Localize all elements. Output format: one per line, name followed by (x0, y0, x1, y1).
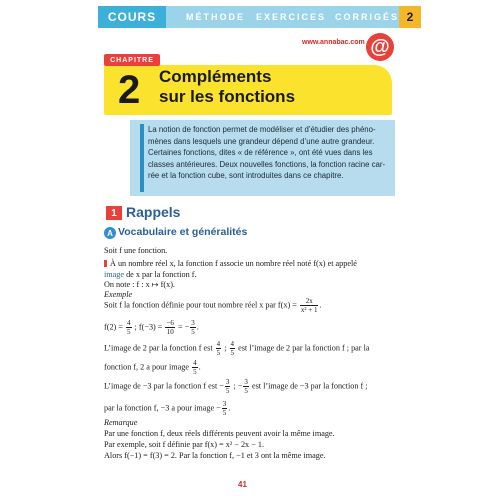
text: = − (175, 322, 190, 332)
section-number-badge: 1 (106, 206, 122, 220)
example-line (104, 319, 199, 336)
top-nav-bar (0, 0, 496, 30)
text: de x par la fonction f. (124, 270, 197, 279)
fraction (300, 297, 322, 314)
denominator: 10 (166, 328, 174, 336)
keyword-image: image (104, 270, 125, 279)
text: . (319, 300, 322, 310)
numerator: 4 (216, 340, 221, 348)
denominator: 5 (216, 349, 221, 357)
example-line (104, 359, 201, 376)
numerator: −6 (166, 319, 174, 327)
intro-line: Certaines fonctions, dites « de référence », ont été vues dans les (148, 148, 373, 158)
denominator: 5 (127, 328, 131, 336)
example-line (104, 400, 230, 417)
numerator: 4 (193, 359, 197, 367)
text: ; f(−3) = (132, 322, 165, 332)
text: . (198, 362, 201, 372)
fraction (190, 319, 196, 336)
text: . (196, 322, 199, 332)
fraction (126, 319, 132, 336)
text: Soit f la fonction définie pour tout nombre réel x par f(x) = (104, 300, 299, 310)
tab-methode[interactable]: MÉTHODE (186, 12, 245, 22)
denominator: x² + 1 (300, 306, 318, 314)
text: f(2) = (104, 322, 125, 332)
intro-text (148, 124, 388, 182)
text: est l’image de −3 par la fonction f ; (249, 381, 368, 391)
fraction (165, 319, 174, 336)
body-line: Soit f une fonction. (104, 246, 168, 255)
remark-label: Remarque (104, 418, 138, 427)
website-link[interactable]: www.annabac.com (302, 39, 365, 46)
page-number: 41 (238, 480, 247, 489)
remark-line: Par exemple, soit f définie par f(x) = x² − 2x − 1. (104, 440, 265, 449)
tab-exercices[interactable]: EXERCICES (256, 12, 327, 22)
example-line (104, 297, 322, 314)
text: est l’image de 2 par la fonction f ; par la (236, 343, 370, 353)
example-label: Exemple (104, 290, 133, 299)
subsection-letter-badge: A (104, 227, 116, 239)
fraction (230, 340, 236, 357)
chapter-title-line2: sur les fonctions (159, 87, 296, 106)
intro-line: La notion de fonction permet de modéliser et d’étudier des phéno- (148, 125, 376, 134)
fraction (216, 340, 222, 357)
denominator: 5 (222, 409, 227, 417)
text: L’image de −3 par la fonction f est − (104, 381, 224, 391)
numerator: 4 (127, 319, 131, 327)
intro-line: classes antérieures. Deux nouvelles fonctions, la fonction racine car- (148, 159, 386, 169)
denominator: 5 (230, 349, 235, 357)
intro-accent-bar (140, 124, 144, 192)
remark-line: Alors f(−1) = f(3) = 2. Par la fonction f, −1 et 3 ont la même image. (104, 451, 326, 460)
numerator: 3 (244, 378, 248, 386)
at-icon[interactable]: @ (366, 33, 394, 61)
definition-line (104, 270, 197, 280)
text: À un nombre réel x, la fonction f associe un nombre réel noté f(x) et appelé (110, 259, 357, 268)
text: ; − (231, 381, 243, 391)
text: L’image de 2 par la fonction f est (104, 343, 215, 353)
numerator: 2x (300, 297, 319, 306)
denominator: 5 (225, 387, 230, 395)
denominator: 5 (244, 387, 248, 395)
text: fonction f, 2 a pour image (104, 362, 192, 372)
notation-line: On note : f : x ↦ f(x). (104, 280, 175, 289)
text: . (228, 403, 231, 413)
definition-line (104, 259, 357, 269)
section-title: Rappels (126, 204, 181, 220)
numerator: 3 (191, 319, 195, 327)
chapter-number: 2 (118, 68, 141, 112)
remark-line: Par une fonction f, deux réels différents peuvent avoir la même image. (104, 429, 335, 438)
tab-corriges[interactable]: CORRIGÉS (335, 12, 400, 22)
chapter-badge: 2 (399, 6, 421, 28)
fraction (222, 400, 231, 417)
text: par la fonction f, −3 a pour image − (104, 403, 221, 413)
subsection-title: Vocabulaire et généralités (118, 226, 248, 238)
example-line (104, 340, 369, 357)
chapter-title (159, 67, 295, 107)
text: ; (222, 343, 229, 353)
intro-line: rée et la fonction cube, sont introduites dans ce chapitre. (148, 171, 344, 181)
example-line (104, 378, 368, 395)
fraction (243, 378, 249, 395)
intro-line: mènes dans lesquels une grandeur dépend d’une autre grandeur. (148, 136, 375, 146)
numerator: 3 (225, 378, 230, 386)
denominator: 5 (191, 328, 195, 336)
fraction (192, 359, 198, 376)
tab-cours[interactable]: COURS (98, 6, 166, 28)
chapter-title-line1: Compléments (159, 67, 272, 86)
bullet-marker (104, 260, 107, 267)
denominator: 5 (193, 368, 197, 376)
chapitre-tag: CHAPITRE (104, 54, 160, 66)
numerator: 3 (222, 400, 227, 408)
fraction (225, 378, 231, 395)
numerator: 4 (230, 340, 235, 348)
